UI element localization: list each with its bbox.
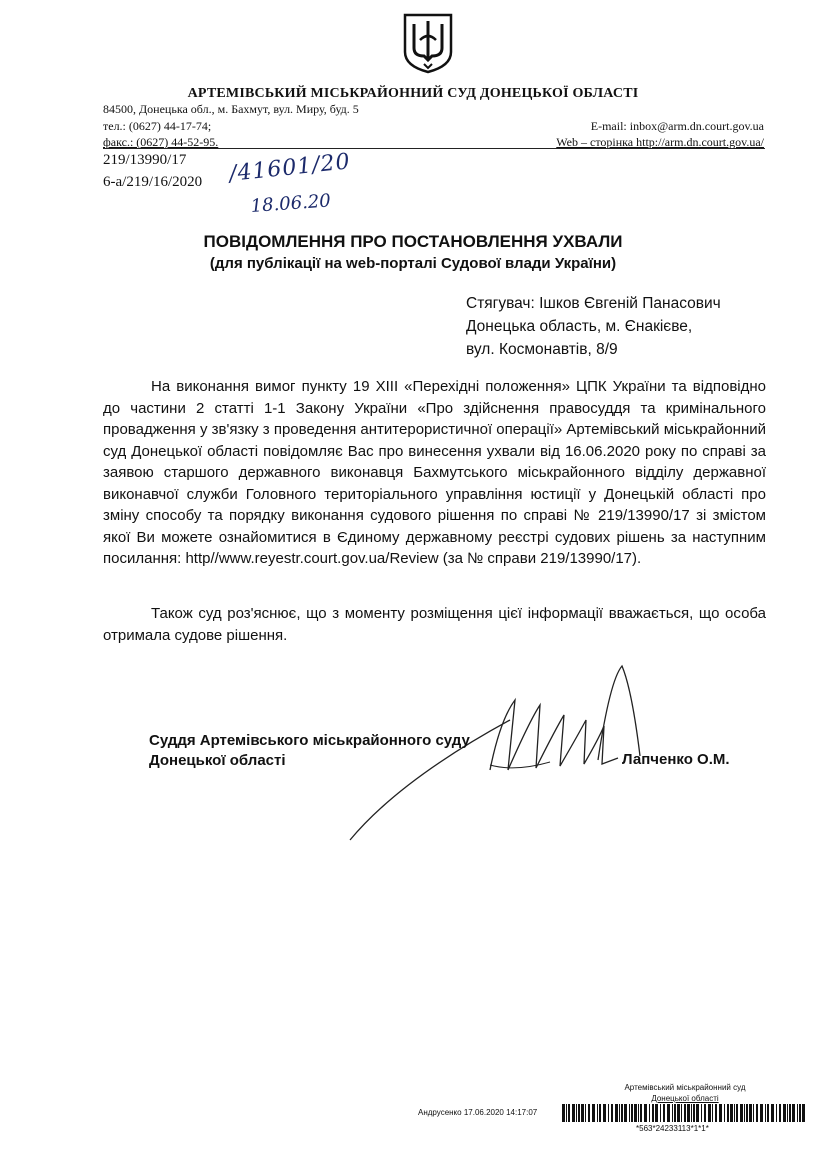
signature-label bbox=[149, 731, 470, 771]
recipient-name: Стягувач: Ішков Євгеній Панасович bbox=[466, 295, 721, 312]
recipient-street: вул. Космонавтів, 8/9 bbox=[466, 341, 618, 358]
body-paragraph-1: На виконання вимог пункту 19 ХІІІ «Перехідні положення» ЦПК України та відповідно до частини 2 статті 1-1 Закону України «Про здійснення правосуддя та кримінального провадження у зв'язку з проведення антитерористичної операції» Артемівський міськрайонний суд Донецької області повідомляє Вас про винесення ухвали від 16.06.2020 року по справі за заявою старшого державного виконавця Бахмутського міськрайонного відділу державної виконавчої служби Головного територіального управління юстиції у Донецькій області про зміну способу та порядку виконання судового рішення по справі № 219/13990/17 зі змістом якої Ви можете ознайомитися в Єдиному державному реєстрі судових рішень за наступним посилання: http//www.reyestr.court.gov.ua/Review (за № справи 219/13990/17). bbox=[103, 378, 766, 567]
body-paragraph-2: Також суд роз'яснює, що з моменту розміщення цієї інформації вважається, що особа отримала судове рішення. bbox=[103, 605, 766, 644]
recipient-block bbox=[466, 292, 721, 361]
case-number: 219/13990/17 bbox=[103, 152, 187, 168]
barcode-text: *563*24233113*1*1* bbox=[636, 1124, 709, 1133]
ukraine-trident-icon bbox=[402, 12, 454, 79]
court-phone: тел.: (0627) 44-17-74; bbox=[103, 119, 212, 133]
stamp-court-line-1: Артемівський міськрайонний суд bbox=[624, 1083, 746, 1092]
court-address: 84500, Донецька обл., м. Бахмут, вул. Миру, буд. 5 bbox=[103, 102, 359, 116]
handwritten-registration-number: /41601/20 bbox=[228, 149, 352, 187]
document-title-block bbox=[0, 232, 826, 272]
court-website: Web – сторінка http://arm.dn.court.gov.ua/ bbox=[556, 135, 764, 149]
court-email: E-mail: inbox@arm.dn.court.gov.ua bbox=[590, 119, 764, 133]
stamp-signer: Андрусенко 17.06.2020 14:17:07 bbox=[418, 1108, 538, 1117]
judge-name: Лапченко О.М. bbox=[622, 751, 730, 768]
recipient-region: Донецька область, м. Єнакієве, bbox=[466, 318, 693, 335]
court-fax: факс.: (0627) 44-52-95. bbox=[103, 135, 219, 149]
stamp-court-line-2: Донецької області bbox=[651, 1094, 719, 1103]
stamp-court-name bbox=[610, 1082, 760, 1104]
signature-label-line-1: Суддя Артемівського міськрайонного суду bbox=[149, 732, 470, 749]
header-divider bbox=[103, 148, 765, 149]
handwritten-date: 18.06.20 bbox=[250, 190, 332, 217]
document-subtitle: (для публікації на web-порталі Судової влади України) bbox=[209, 255, 617, 272]
document-title: ПОВІДОМЛЕННЯ ПРО ПОСТАНОВЛЕННЯ УХВАЛИ bbox=[203, 232, 623, 251]
court-name: АРТЕМІВСЬКИЙ МІСЬКРАЙОННИЙ СУД ДОНЕЦЬКОЇ ОБЛАСТІ bbox=[187, 86, 639, 101]
signature-label-line-2: Донецької області bbox=[149, 752, 286, 769]
proceeding-number: 6-а/219/16/2020 bbox=[103, 174, 203, 190]
